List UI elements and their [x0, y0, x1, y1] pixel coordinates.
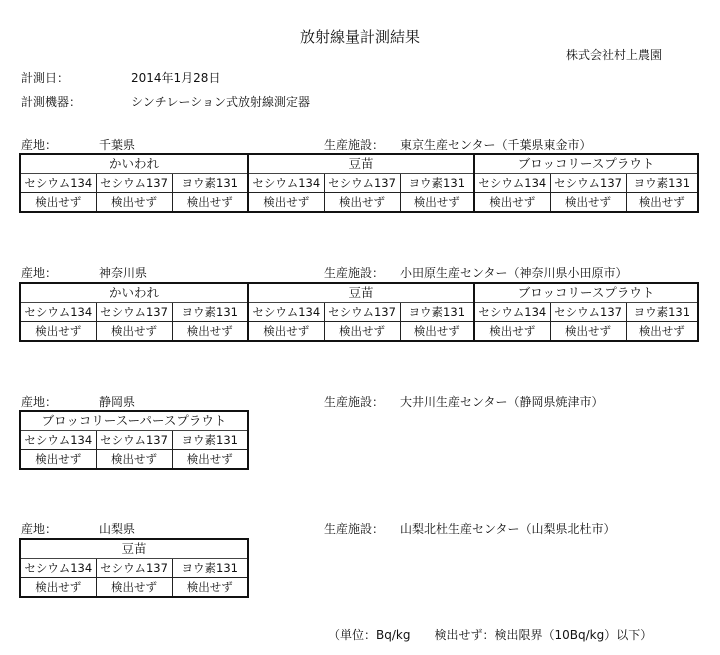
- column-header: セシウム137: [550, 303, 626, 322]
- facility-name: 山梨北杜生産センター（山梨県北杜市）: [400, 522, 616, 536]
- result-cell: 検出せず: [96, 193, 172, 213]
- origin-prefecture: 神奈川県: [99, 266, 148, 280]
- result-cell: 検出せず: [20, 578, 96, 598]
- column-header: セシウム134: [20, 303, 96, 322]
- column-header: ヨウ素131: [172, 174, 248, 193]
- column-header: セシウム137: [324, 174, 400, 193]
- origin-prefecture: 山梨県: [99, 522, 136, 536]
- column-header: セシウム137: [96, 303, 172, 322]
- column-header: ヨウ素131: [400, 174, 474, 193]
- column-header: セシウム137: [324, 303, 400, 322]
- origin-prefecture: 千葉県: [99, 138, 136, 152]
- column-header: ヨウ素131: [172, 303, 248, 322]
- facility-label: 生産施設：: [324, 138, 385, 152]
- origin-label: 産地：: [21, 266, 58, 280]
- origin-label: 産地：: [21, 522, 58, 536]
- result-cell: 検出せず: [96, 450, 172, 470]
- facility-label: 生産施設：: [324, 395, 385, 409]
- result-cell: 検出せず: [20, 450, 96, 470]
- document-title: 放射線量計測結果: [299, 28, 420, 46]
- result-cell: 検出せず: [248, 193, 324, 213]
- product-header: 豆苗: [248, 154, 474, 174]
- result-cell: 検出せず: [172, 578, 248, 598]
- facility-label: 生産施設：: [324, 266, 385, 280]
- result-cell: 検出せず: [550, 322, 626, 342]
- result-cell: 検出せず: [20, 193, 96, 213]
- result-cell: 検出せず: [248, 322, 324, 342]
- column-header: ヨウ素131: [172, 559, 248, 578]
- result-cell: 検出せず: [96, 322, 172, 342]
- measurement-device-value: シンチレーション式放射線測定器: [131, 95, 310, 109]
- facility-name: 東京生産センター（千葉県東金市）: [400, 138, 592, 152]
- result-cell: 検出せず: [626, 322, 698, 342]
- result-cell: 検出せず: [626, 193, 698, 213]
- company-name: 株式会社村上農園: [565, 48, 662, 62]
- column-header: セシウム137: [96, 559, 172, 578]
- result-cell: 検出せず: [474, 193, 550, 213]
- result-cell: 検出せず: [96, 578, 172, 598]
- column-header: セシウム137: [96, 174, 172, 193]
- result-cell: 検出せず: [20, 322, 96, 342]
- product-header: かいわれ: [20, 154, 248, 174]
- result-cell: 検出せず: [550, 193, 626, 213]
- result-cell: 検出せず: [172, 450, 248, 470]
- column-header: ヨウ素131: [626, 303, 698, 322]
- product-header: ブロッコリースーパースプラウト: [20, 411, 248, 431]
- column-header: セシウム134: [20, 559, 96, 578]
- facility-label: 生産施設：: [324, 522, 385, 536]
- results-table-yamanashi: [19, 538, 249, 598]
- product-header: かいわれ: [20, 283, 248, 303]
- result-cell: 検出せず: [172, 322, 248, 342]
- result-cell: 検出せず: [172, 193, 248, 213]
- result-cell: 検出せず: [400, 193, 474, 213]
- column-header: セシウム137: [96, 431, 172, 450]
- origin-prefecture: 静岡県: [99, 395, 136, 409]
- result-cell: 検出せず: [324, 193, 400, 213]
- measurement-date-label: 計測日：: [21, 71, 70, 85]
- column-header: ヨウ素131: [400, 303, 474, 322]
- column-header: セシウム134: [20, 431, 96, 450]
- results-table-shizuoka: [19, 410, 249, 470]
- result-cell: 検出せず: [400, 322, 474, 342]
- result-cell: 検出せず: [324, 322, 400, 342]
- product-header: ブロッコリースプラウト: [474, 154, 698, 174]
- product-header: 豆苗: [20, 539, 248, 559]
- facility-name: 小田原生産センター（神奈川県小田原市）: [400, 266, 628, 280]
- column-header: セシウム134: [474, 174, 550, 193]
- column-header: セシウム137: [550, 174, 626, 193]
- column-header: ヨウ素131: [172, 431, 248, 450]
- column-header: セシウム134: [248, 174, 324, 193]
- facility-name: 大井川生産センター（静岡県焼津市）: [400, 395, 604, 409]
- product-header: ブロッコリースプラウト: [474, 283, 698, 303]
- product-header: 豆苗: [248, 283, 474, 303]
- origin-label: 産地：: [21, 395, 58, 409]
- origin-label: 産地：: [21, 138, 58, 152]
- column-header: セシウム134: [20, 174, 96, 193]
- column-header: ヨウ素131: [626, 174, 698, 193]
- results-table-chiba: [19, 153, 699, 213]
- column-header: セシウム134: [474, 303, 550, 322]
- unit-footnote: （単位：Bq/kg 検出せず：検出限界（10Bq/kg）以下）: [328, 628, 653, 642]
- results-table-kanagawa: [19, 282, 699, 342]
- column-header: セシウム134: [248, 303, 324, 322]
- measurement-date-value: 2014年1月28日: [131, 71, 221, 85]
- result-cell: 検出せず: [474, 322, 550, 342]
- measurement-device-label: 計測機器：: [21, 95, 82, 109]
